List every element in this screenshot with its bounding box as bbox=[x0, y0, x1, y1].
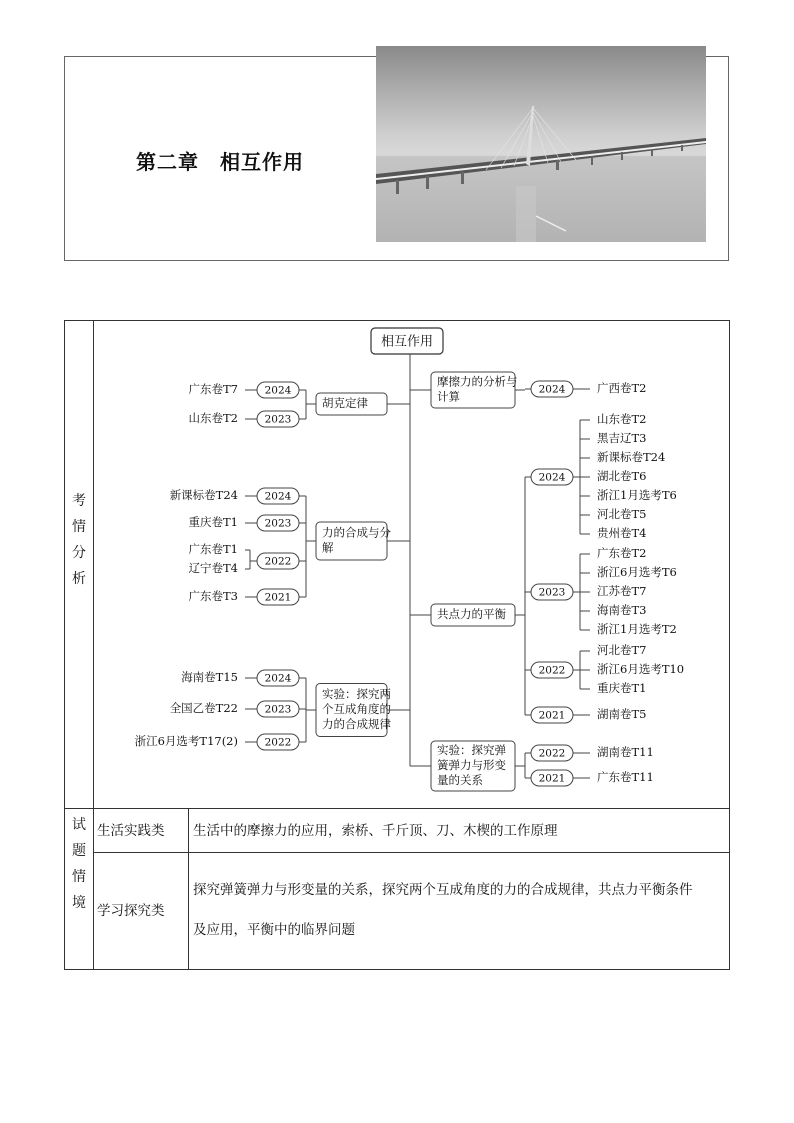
source-label: 贵州卷T4 bbox=[597, 526, 647, 540]
source-label: 新课标卷T24 bbox=[597, 450, 666, 464]
topic-node-right-text: 摩擦力的分析与 bbox=[437, 374, 518, 389]
source-label: 辽宁卷T4 bbox=[188, 561, 238, 575]
topic-node-left-text: 个互成角度的 bbox=[322, 702, 391, 716]
source-label: 广东卷T3 bbox=[188, 589, 238, 603]
source-label: 广东卷T11 bbox=[597, 770, 654, 784]
source-label: 广西卷T2 bbox=[597, 381, 647, 395]
topic-node-left-text: 力的合成与分 bbox=[322, 525, 391, 540]
topic-node-right-text: 簧弹力与形变 bbox=[437, 758, 506, 772]
source-label: 全国乙卷T22 bbox=[169, 701, 238, 715]
source-label: 重庆卷T1 bbox=[188, 515, 238, 529]
year-label: 2023 bbox=[264, 703, 292, 716]
year-label: 2023 bbox=[264, 517, 292, 530]
year-label: 2021 bbox=[538, 709, 566, 722]
source-label: 海南卷T3 bbox=[597, 603, 647, 617]
year-label: 2024 bbox=[538, 383, 566, 396]
source-label: 河北卷T5 bbox=[597, 507, 647, 521]
year-label: 2022 bbox=[538, 747, 566, 760]
topic-node-left-text: 力的合成规律 bbox=[322, 717, 391, 731]
topic-node-right-text: 实验：探究弹 bbox=[437, 743, 506, 757]
topic-node-right-text: 计算 bbox=[437, 389, 460, 404]
source-label: 重庆卷T1 bbox=[597, 681, 647, 695]
source-label: 浙江6月选考T10 bbox=[597, 662, 685, 676]
year-label: 2024 bbox=[538, 471, 566, 484]
source-label: 浙江6月选考T17(2) bbox=[134, 734, 238, 748]
source-label: 江苏卷T7 bbox=[597, 584, 647, 598]
source-label: 广东卷T7 bbox=[188, 382, 238, 396]
year-label: 2022 bbox=[264, 736, 292, 749]
section-label-question-context: 试 题 情 境 bbox=[72, 817, 86, 911]
row2-category: 学习探究类 bbox=[97, 903, 165, 919]
topic-node-left-text: 实验：探究两 bbox=[322, 687, 391, 701]
source-label: 广东卷T1 bbox=[188, 542, 238, 556]
source-label: 广东卷T2 bbox=[597, 546, 647, 560]
year-label: 2024 bbox=[264, 490, 292, 503]
source-label: 河北卷T7 bbox=[597, 643, 647, 657]
topic-node-left-text: 解 bbox=[322, 540, 334, 555]
topic-node-left-text: 胡克定律 bbox=[322, 396, 368, 410]
year-label: 2022 bbox=[538, 664, 566, 677]
source-label: 湖南卷T11 bbox=[597, 745, 654, 759]
source-label: 新课标卷T24 bbox=[169, 488, 238, 502]
root-node-text: 相互作用 bbox=[380, 334, 434, 350]
source-label: 黑吉辽T3 bbox=[597, 431, 647, 445]
section-label-exam-analysis: 考 情 分 析 bbox=[72, 493, 86, 587]
year-label: 2021 bbox=[264, 591, 292, 604]
year-label: 2021 bbox=[538, 772, 566, 785]
year-label: 2024 bbox=[264, 384, 292, 397]
row1-content: 生活中的摩擦力的应用，索桥、千斤顶、刀、木楔的工作原理 bbox=[193, 823, 558, 839]
year-label: 2023 bbox=[264, 413, 292, 426]
topic-node-right-text: 共点力的平衡 bbox=[437, 607, 506, 621]
row2-content-line1: 探究弹簧弹力与形变量的关系，探究两个互成角度的力的合成规律，共点力平衡条件 bbox=[193, 882, 693, 898]
source-label: 浙江1月选考T6 bbox=[597, 488, 677, 502]
source-label: 湖北卷T6 bbox=[597, 469, 647, 483]
row1-category: 生活实践类 bbox=[97, 823, 165, 839]
year-label: 2023 bbox=[538, 586, 566, 599]
source-label: 海南卷T15 bbox=[181, 670, 238, 684]
source-label: 浙江1月选考T2 bbox=[597, 622, 677, 636]
source-label: 山东卷T2 bbox=[188, 411, 238, 425]
topic-node-right-text: 量的关系 bbox=[437, 773, 483, 787]
source-label: 山东卷T2 bbox=[597, 412, 647, 426]
row2-content-line2: 及应用，平衡中的临界问题 bbox=[193, 922, 355, 938]
year-label: 2022 bbox=[264, 555, 292, 568]
source-label: 湖南卷T5 bbox=[597, 707, 647, 721]
chapter-title: 第二章 相互作用 bbox=[136, 150, 304, 174]
year-label: 2024 bbox=[264, 672, 292, 685]
source-label: 浙江6月选考T6 bbox=[597, 565, 677, 579]
